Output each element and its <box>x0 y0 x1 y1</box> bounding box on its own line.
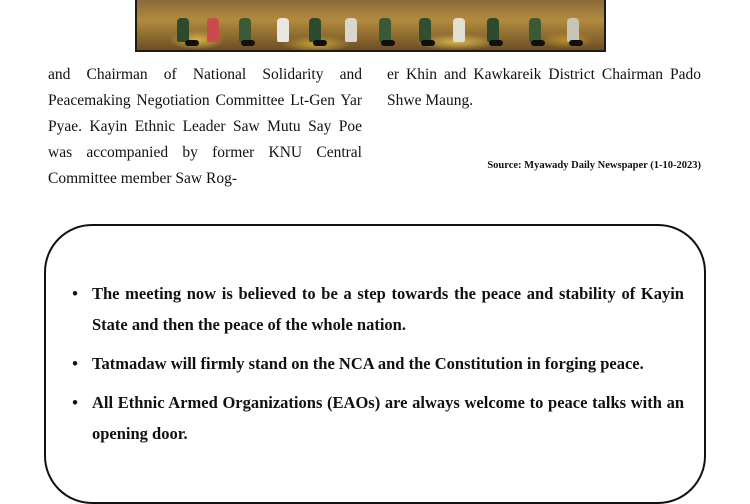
photo-person <box>345 18 357 42</box>
photo-person <box>529 18 541 42</box>
photo-person <box>177 18 189 42</box>
photo-person <box>419 18 431 42</box>
bullet-icon: • <box>72 284 78 303</box>
keypoint-item <box>70 348 684 379</box>
bullet-icon: • <box>72 354 78 373</box>
article-column-right <box>387 62 701 114</box>
keypoint-text: The meeting now is believed to be a step towards the peace and stability of Kayin State and then the peace of the whole nation. <box>92 284 684 334</box>
article-text-right: er Khin and Kawkareik District Chairman Pado Shwe Maung. <box>387 66 701 109</box>
photo-person <box>487 18 499 42</box>
article-source: Source: Myawady Daily Newspaper (1-10-2023) <box>487 160 701 171</box>
keypoints-list <box>70 278 684 457</box>
photo-person <box>379 18 391 42</box>
photo-person <box>277 18 289 42</box>
keypoint-item <box>70 278 684 340</box>
keypoints-box <box>44 224 706 504</box>
article-column-left <box>48 62 362 192</box>
photo-person <box>207 18 219 42</box>
photo-person <box>239 18 251 42</box>
keypoint-text: Tatmadaw will firmly stand on the NCA and the Constitution in forging peace. <box>92 354 644 373</box>
keypoint-text: All Ethnic Armed Organizations (EAOs) are always welcome to peace talks with an opening door. <box>92 393 684 443</box>
article-text-left: and Chairman of National Solidarity and Peacemaking Negotiation Committee Lt-Gen Yar Pyae. Kayin Ethnic Leader Saw Mutu Say Poe was accompanied by former KNU Central Committee member Saw Rog- <box>48 66 362 187</box>
photo-person <box>453 18 465 42</box>
photo-person <box>309 18 321 42</box>
news-photo <box>135 0 606 52</box>
bullet-icon: • <box>72 393 78 412</box>
keypoint-item <box>70 387 684 449</box>
photo-person <box>567 18 579 42</box>
